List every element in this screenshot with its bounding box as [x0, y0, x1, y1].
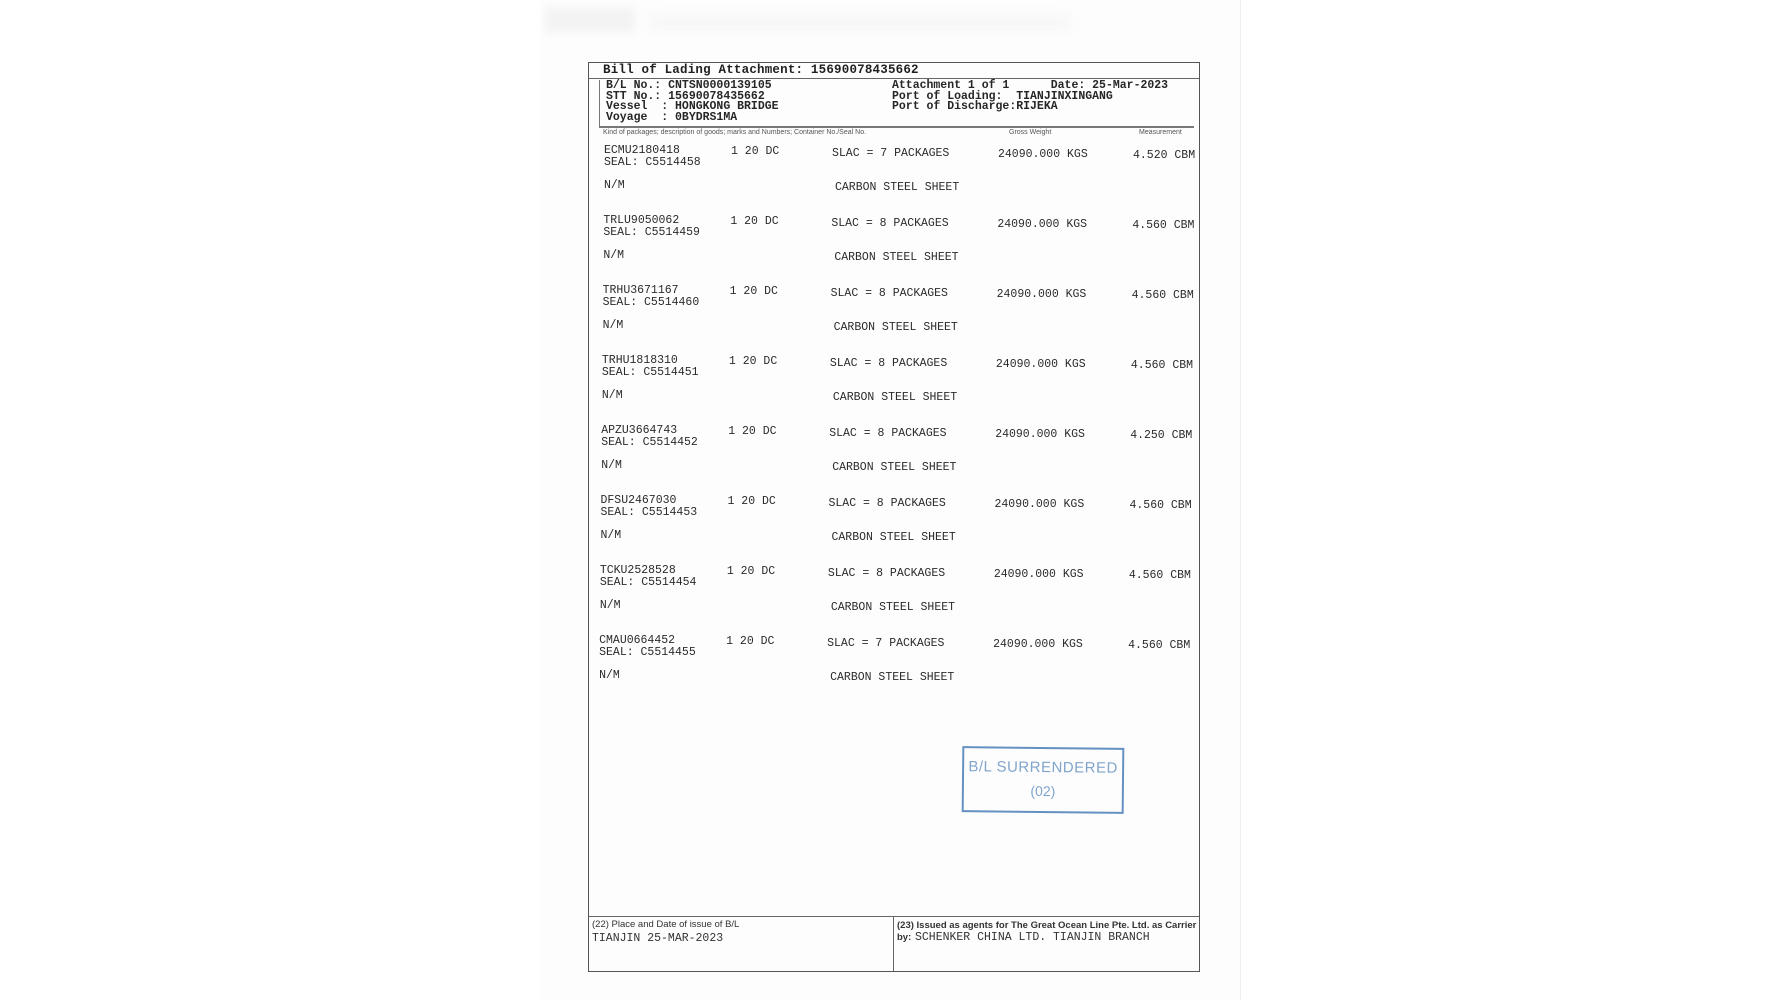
goods-description: CARBON STEEL SHEET: [832, 461, 957, 474]
measurement: 4.560 CBM: [1128, 569, 1191, 582]
voyage: Voyage : 0BYDRS1MA: [606, 110, 738, 124]
container-number: CMAU0664452: [599, 634, 676, 647]
column-headers: [599, 128, 1194, 140]
place-date-value: TIANJIN 25-MAR-2023: [592, 932, 724, 945]
package-count: SLAC = 8 PACKAGES: [831, 217, 949, 230]
gross-weight: 24090.000 KGS: [993, 638, 1083, 651]
seal-number: SEAL: C5514454: [599, 576, 697, 589]
vessel: Vessel : HONGKONG BRIDGE: [606, 100, 779, 113]
measurement: 4.560 CBM: [1128, 639, 1191, 652]
container-quantity: 1 20 DC: [726, 565, 776, 578]
gross-weight: 24090.000 KGS: [995, 428, 1085, 441]
seal-number: SEAL: C5514453: [600, 506, 698, 519]
bill-of-lading-attachment: [588, 62, 1200, 972]
agent-label: (23) Issued as agents for The Great Ocean Line Pte. Ltd. as Carrier: [897, 920, 1197, 931]
goods-description: CARBON STEEL SHEET: [833, 321, 958, 334]
package-count: SLAC = 8 PACKAGES: [829, 427, 947, 440]
container-number: ECMU2180418: [604, 144, 680, 157]
attachment-title: Bill of Lading Attachment: 15690078435662: [603, 63, 919, 77]
marks: N/M: [601, 389, 623, 402]
container-quantity: 1 20 DC: [730, 215, 779, 228]
gross-weight: 24090.000 KGS: [996, 288, 1087, 301]
package-count: SLAC = 8 PACKAGES: [829, 357, 948, 370]
measurement: 4.560 CBM: [1129, 499, 1192, 512]
issue-date: Date: 25-Mar-2023: [1050, 79, 1169, 92]
package-count: SLAC = 8 PACKAGES: [830, 287, 948, 300]
gross-weight: 24090.000 KGS: [998, 148, 1088, 161]
measurement: 4.560 CBM: [1130, 359, 1194, 372]
container-quantity: 1 20 DC: [728, 425, 777, 438]
seal-number: SEAL: C5514459: [603, 226, 700, 239]
container-number: DFSU2467030: [600, 494, 677, 507]
package-count: SLAC = 8 PACKAGES: [827, 567, 946, 580]
seal-number: SEAL: C5514460: [602, 296, 700, 309]
container-number: TCKU2528528: [599, 564, 676, 577]
header-left: [606, 81, 779, 123]
header-right: [892, 81, 1168, 113]
gross-weight: 24090.000 KGS: [993, 568, 1084, 581]
measurement: 4.560 CBM: [1131, 289, 1194, 302]
container-quantity: 1 20 DC: [727, 495, 776, 508]
container-quantity: 1 20 DC: [728, 355, 778, 368]
gross-weight: 24090.000 KGS: [994, 498, 1085, 511]
container-quantity: 1 20 DC: [726, 635, 775, 648]
package-count: SLAC = 8 PACKAGES: [828, 497, 946, 510]
cargo-item-row: [584, 633, 1194, 703]
cargo-item-row: [585, 563, 1195, 633]
seal-number: SEAL: C5514455: [599, 646, 696, 659]
goods-description: CARBON STEEL SHEET: [831, 531, 956, 544]
column-header-measurement: Measurement: [1139, 129, 1182, 136]
cargo-item-row: [589, 143, 1199, 213]
seal-number: SEAL: C5514451: [601, 366, 699, 379]
goods-description: CARBON STEEL SHEET: [830, 671, 955, 684]
goods-description: CARBON STEEL SHEET: [832, 391, 958, 404]
port-of-loading: Port of Loading: TIANJINXINGANG: [892, 89, 1113, 103]
goods-description: CARBON STEEL SHEET: [835, 181, 960, 194]
scan-smudge: [545, 8, 635, 32]
container-quantity: 1 20 DC: [731, 145, 780, 158]
marks: N/M: [599, 599, 621, 612]
cargo-items: [589, 143, 1199, 703]
container-number: TRLU9050062: [603, 214, 680, 227]
footer: [589, 916, 1199, 971]
measurement: 4.560 CBM: [1132, 219, 1195, 232]
measurement: 4.520 CBM: [1133, 149, 1196, 162]
gross-weight: 24090.000 KGS: [997, 218, 1088, 231]
marks: N/M: [603, 249, 625, 262]
container-number: TRHU3671167: [602, 284, 679, 297]
stt-number: STT No.: 15690078435662: [606, 89, 765, 103]
container-number: TRHU1818310: [601, 354, 678, 367]
goods-description: CARBON STEEL SHEET: [830, 601, 956, 614]
cargo-item-row: [588, 213, 1198, 283]
stamp-number: (02): [1030, 782, 1056, 800]
seal-number: SEAL: C5514452: [601, 436, 698, 449]
cargo-item-row: [587, 353, 1197, 423]
marks: N/M: [601, 459, 622, 472]
footer-divider: [893, 917, 894, 971]
agent-by-label: by:: [897, 932, 912, 943]
stamp-text: B/L SURRENDERED: [968, 758, 1118, 777]
measurement: 4.250 CBM: [1130, 429, 1193, 442]
header-box: [599, 80, 1194, 127]
goods-description: CARBON STEEL SHEET: [834, 251, 959, 264]
cargo-item-row: [586, 423, 1196, 493]
package-count: SLAC = 7 PACKAGES: [832, 147, 950, 160]
marks: N/M: [600, 529, 622, 542]
cargo-item-row: [586, 493, 1196, 563]
column-header-description: Kind of packages; description of goods; marks and Numbers; Container No./Seal No.: [603, 129, 867, 136]
attachment-count: Attachment 1 of 1: [892, 79, 1010, 92]
port-of-discharge: Port of Discharge:RIJEKA: [892, 100, 1058, 113]
marks: N/M: [604, 179, 625, 192]
container-number: APZU3664743: [601, 424, 678, 437]
place-date-label: (22) Place and Date of issue of B/L: [592, 919, 740, 930]
seal-number: SEAL: C5514458: [604, 156, 701, 169]
bl-number: B/L No.: CNTSN0000139105: [606, 79, 772, 92]
column-header-gross-weight: Gross Weight: [1009, 129, 1052, 136]
bl-surrendered-stamp: [962, 746, 1125, 814]
agent-value: SCHENKER CHINA LTD. TIANJIN BRANCH: [915, 931, 1150, 944]
marks: N/M: [602, 319, 624, 332]
gross-weight: 24090.000 KGS: [995, 358, 1086, 371]
marks: N/M: [599, 669, 620, 682]
scan-smudge: [650, 14, 1070, 30]
cargo-item-row: [588, 283, 1198, 353]
container-quantity: 1 20 DC: [729, 285, 778, 298]
package-count: SLAC = 7 PACKAGES: [827, 637, 945, 650]
